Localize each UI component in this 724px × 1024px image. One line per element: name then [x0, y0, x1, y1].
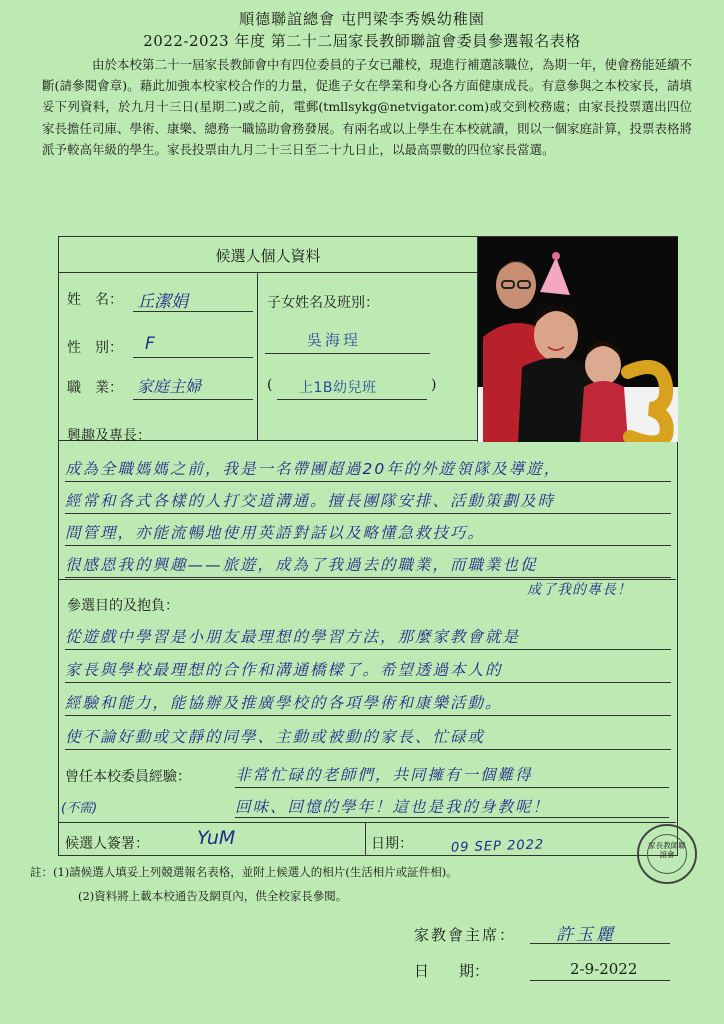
school-title: 順德聯誼總會 屯門梁李秀娛幼稚園 [239, 10, 485, 28]
date-label: 日期： [371, 836, 413, 852]
seal-text: 家長教師聯誼會 [647, 834, 687, 874]
underline [133, 357, 253, 358]
hobby-label: 興趣及專長： [67, 428, 151, 444]
job-value: 家庭主婦 [137, 377, 202, 396]
footnote-2: (2)資料將上載本校通告及網頁內，供全校家長參閱。 [78, 889, 348, 903]
form-title: 2022-2023 年度 第二十二屆家長教師聯誼會委員參選報名表格 [143, 32, 581, 50]
hobby-line: 很感恩我的興趣——旅遊，成為了我過去的職業，而職業也促 [65, 553, 671, 578]
past-hand: 非常忙碌的老師們，共同擁有一個難得 [235, 766, 533, 784]
hobby-line: 間管理，亦能流暢地使用英語對話以及略懂急救技巧。 [65, 521, 671, 546]
divider [59, 822, 676, 823]
gender-value: F [145, 334, 155, 354]
gender-label: 性 別： [67, 340, 123, 356]
job-label: 職 業： [67, 380, 123, 396]
date-value: 09 SEP 2022 [450, 837, 545, 856]
hobby-last: 成了我的專長！ [527, 582, 632, 598]
intro-paragraph: 由於本校第二十一屆家長教師會中有四位委員的子女已離校，現進行補選該職位，為期一年，使會務能延續不斷(請參閱會章)。藉此加強本校家校合作的力量，促進子女在學業和身心各方面健康成長。有意參與之本校家長，請填妥下列資料，於九月十三日(星期二)或之前，電郵(tmllsykg@netvigator.com)或交到校務處；由家長投票選出四位家長擔任司庫、學術、康樂、總務一職協助會務發展。有兩名或以上學生在本校就讀，則以一個家庭計算，投票表格將派予較高年級的學生。家長投票由九月二十三日至二十九日止，以最高票數的四位家長當選。 [42, 57, 693, 157]
child-label: 子女姓名及班別： [267, 295, 379, 311]
underline [133, 399, 253, 400]
candidate-photo [478, 237, 678, 442]
paren-open: ( [267, 377, 273, 393]
past-none: (不需) [61, 801, 98, 816]
underline [235, 787, 669, 788]
child-name: 吳海珵 [307, 331, 362, 349]
divider [59, 272, 477, 273]
chair-name: 許玉麗 [556, 925, 616, 945]
hobby-line: 經常和各式各樣的人打交道溝通。擅長團隊安排、活動策劃及時 [65, 489, 671, 514]
chair-date: 2-9-2022 [570, 960, 638, 978]
chair-label: 家教會主席： [414, 926, 517, 944]
underline [530, 980, 670, 981]
divider [59, 579, 676, 580]
signature: YuM [197, 827, 236, 849]
divider [365, 822, 366, 855]
hobby-line: 成為全職媽媽之前，我是一名帶團超過20年的外遊領隊及導遊， [65, 457, 671, 482]
underline [277, 399, 427, 400]
paren-close: ) [431, 377, 437, 393]
underline [235, 817, 669, 818]
underline [265, 353, 430, 354]
goal-line: 使不論好動或文靜的同學、主動或被動的家長、忙碌或 [65, 725, 671, 750]
chair-date-label: 日 期： [414, 962, 490, 980]
section-title: 候選人個人資料 [215, 247, 321, 265]
pta-seal [637, 824, 697, 884]
name-value: 丘潔娟 [137, 292, 188, 312]
underline [530, 943, 670, 944]
footnote-1: 註：(1)請候選人填妥上列競選報名表格，並附上候選人的相片(生活相片或証件相)。 [30, 865, 458, 879]
underline [133, 311, 253, 312]
goal-line: 家長與學校最理想的合作和溝通橋樑了。希望透過本人的 [65, 658, 671, 683]
past-label: 曾任本校委員經驗： [65, 769, 191, 785]
goal-label: 參選目的及抱負： [67, 598, 179, 614]
family-photo-image [478, 237, 678, 442]
child-class: 上1B幼兒班 [299, 380, 377, 396]
goal-line: 從遊戲中學習是小朋友最理想的學習方法，那麼家教會就是 [65, 625, 671, 650]
goal-line: 經驗和能力，能協辦及推廣學校的各項學術和康樂活動。 [65, 691, 671, 716]
divider [257, 272, 258, 440]
name-label: 姓 名： [67, 292, 123, 308]
sign-label: 候選人簽署： [65, 836, 149, 852]
past-last: 回味、回憶的學年！這也是我的身教呢！ [235, 798, 551, 816]
